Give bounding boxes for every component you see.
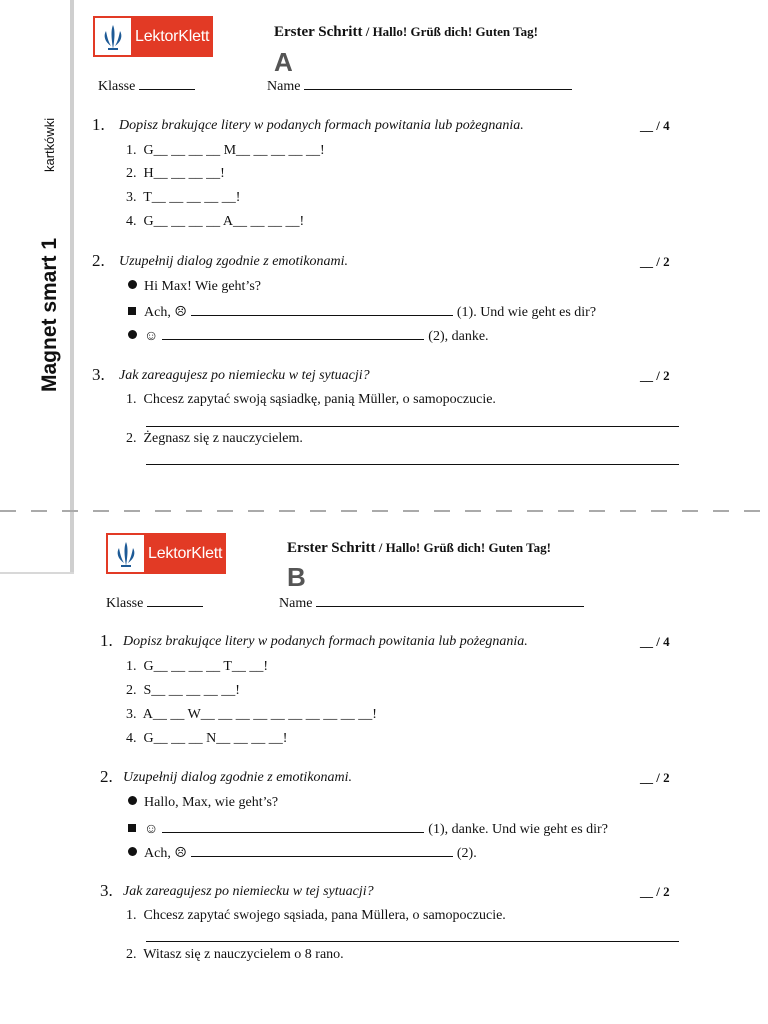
task3-number: 3. [100,881,113,900]
bullet-square-icon [128,824,136,832]
logo [93,16,213,57]
dialog-text: ☺ [144,329,159,344]
dialog-blank[interactable] [191,844,453,857]
item-number: 3. [126,707,137,722]
item-text: A__ __ W__ __ __ __ __ __ __ __ __ __! [142,707,377,722]
item-number: 4. [126,214,137,229]
item-number: 1. [126,392,137,407]
task1-item [126,707,377,723]
task2-number: 2. [100,767,113,786]
logo-emblem-icon [95,18,131,55]
task1-score: __ / 4 [640,118,670,133]
item-text: S__ __ __ __ __! [143,683,240,698]
item-number: 1. [126,908,137,923]
answer-line[interactable] [146,426,679,427]
dialog-blank[interactable] [162,327,424,340]
item-number: 1. [126,659,137,674]
name-input-line[interactable] [304,77,572,90]
task1-item [126,166,225,182]
sheet-title [274,24,538,41]
title-main: Erster Schritt [274,24,363,40]
class-label: Klasse [98,79,136,94]
task1-item [126,731,287,747]
logo-text: LektorKlett [135,27,210,45]
item-number: 1. [126,143,137,158]
task3-number: 3. [92,365,105,384]
task2-number: 2. [92,251,105,270]
dialog-text-after: (1), danke. Und wie geht es dir? [428,822,608,837]
task1-item [126,143,325,159]
sheet-title [287,540,551,557]
logo-text: LektorKlett [148,544,223,562]
dialog-text: Ach, ☹ [144,846,187,861]
dialog-text-after: (2), danke. [428,329,489,344]
task3-instruction: Jak zareagujesz po niemiecku w tej sytuacji? [119,368,370,383]
name-label: Name [279,596,313,611]
dialog-line [128,820,608,838]
task3-instruction: Jak zareagujesz po niemiecku w tej sytuacji? [123,884,374,899]
item-number: 2. [126,947,137,962]
bullet-square-icon [128,307,136,315]
dialog-blank[interactable] [162,820,424,833]
dialog-text: ☺ [144,822,159,837]
item-text: G__ __ __ __ M__ __ __ __ __! [143,143,325,158]
dialog-line [128,844,477,862]
task3-score: __ / 2 [640,884,670,899]
name-field [279,594,584,612]
dialog-text: Hi Max! Wie geht’s? [144,279,261,294]
task1-score: __ / 4 [640,634,670,649]
item-number: 2. [126,166,137,181]
dialog-text: Hallo, Max, wie geht’s? [144,795,279,810]
dialog-text: Ach, ☹ [144,305,187,320]
task2-instruction: Uzupełnij dialog zgodnie z emotikonami. [119,254,349,269]
side-label-type: kartkówki [42,117,57,172]
dialog-text-after: (2). [456,846,477,861]
item-text: G__ __ __ __ T__ __! [143,659,269,674]
bullet-dot-icon [128,847,137,856]
dialog-line [128,795,278,811]
item-number: 3. [126,190,137,205]
task1-item [126,659,268,675]
task1-item [126,190,240,206]
task3-item [126,947,344,963]
dialog-line [128,327,489,345]
name-input-line[interactable] [316,594,584,607]
bullet-dot-icon [128,280,137,289]
version-label: A [274,47,293,77]
cut-line [0,510,768,512]
version-label: B [287,562,306,592]
item-text: T__ __ __ __ __! [143,190,241,205]
class-input-line[interactable] [139,77,195,90]
item-number: 2. [126,431,137,446]
side-label-series: Magnet smart 1 [38,237,61,392]
dialog-blank[interactable] [191,303,453,316]
task3-item [126,908,506,924]
item-text: Żegnasz się z nauczycielem. [143,431,303,446]
item-number: 2. [126,683,137,698]
class-label: Klasse [106,596,144,611]
class-field [98,77,195,95]
task2-score: __ / 2 [640,770,670,785]
task1-item [126,683,240,699]
item-number: 4. [126,731,137,746]
dialog-line [128,303,596,321]
title-main: Erster Schritt [287,540,376,556]
answer-line[interactable] [146,941,679,942]
logo [106,533,226,574]
bullet-dot-icon [128,796,137,805]
logo-emblem-icon [108,535,144,572]
title-sub: / Hallo! Grüß dich! Guten Tag! [362,24,538,39]
task1-instruction: Dopisz brakujące litery w podanych formach powitania lub pożegnania. [119,118,524,133]
task1-item [126,214,304,230]
item-text: Chcesz zapytać swojego sąsiada, pana Müllera, o samopoczucie. [143,908,506,923]
task3-item [126,392,496,408]
item-text: H__ __ __ __! [143,166,225,181]
task2-instruction: Uzupełnij dialog zgodnie z emotikonami. [123,770,353,785]
class-input-line[interactable] [147,594,203,607]
task3-item [126,431,303,447]
task1-number: 1. [92,115,105,134]
dialog-line [128,279,261,295]
item-text: Chcesz zapytać swoją sąsiadkę, panią Müller, o samopoczucie. [143,392,496,407]
task1-instruction: Dopisz brakujące litery w podanych formach powitania lub pożegnania. [123,634,528,649]
bullet-dot-icon [128,330,137,339]
name-label: Name [267,79,301,94]
item-text: G__ __ __ __ A__ __ __ __! [143,214,305,229]
class-field [106,594,203,612]
dialog-text-after: (1). Und wie geht es dir? [456,305,597,320]
name-field [267,77,572,95]
side-divider-end [0,572,74,574]
answer-line[interactable] [146,464,679,465]
task2-score: __ / 2 [640,254,670,269]
title-sub: / Hallo! Grüß dich! Guten Tag! [375,540,551,555]
item-text: Witasz się z nauczycielem o 8 rano. [143,947,344,962]
task3-score: __ / 2 [640,368,670,383]
task1-number: 1. [100,631,113,650]
item-text: G__ __ __ N__ __ __ __! [143,731,288,746]
side-divider [70,0,74,572]
